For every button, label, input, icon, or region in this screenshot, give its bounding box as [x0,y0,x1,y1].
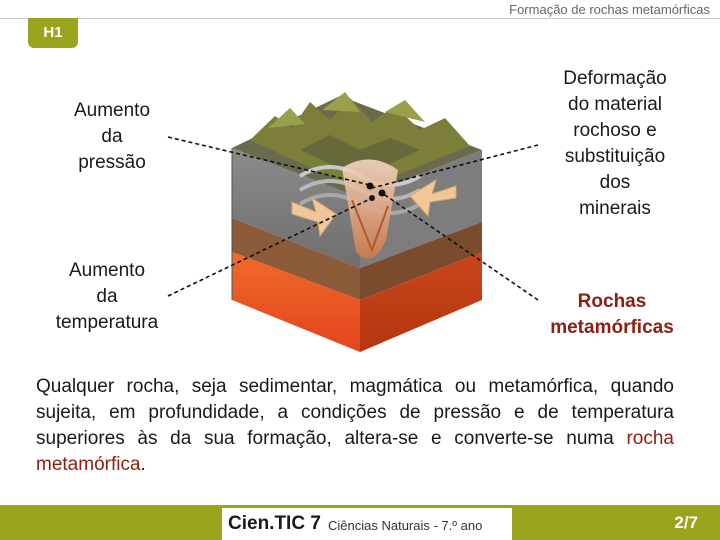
label-pressure-line-2: da [101,126,123,147]
label-deformation-line-6: minerais [579,198,651,219]
label-deformation-line-4: substituição [564,146,666,167]
footer-center-panel [222,508,512,540]
pointer-dot-2 [379,190,386,197]
label-deformation-line-1: Deformação [563,68,667,89]
label-deformation-line-2: do material [568,94,662,115]
footer-subject: Ciências Naturais - 7.º ano [328,518,483,533]
section-badge: H1 [28,18,78,48]
label-metamorphic-rocks [532,289,692,341]
label-rocks-line-1: Rochas [577,291,647,312]
label-temperature-line-3: temperatura [55,312,159,333]
label-temperature-line-1: Aumento [68,260,146,281]
pointer-dot-3 [369,195,375,201]
page-title: Formação de rochas metamórficas [509,2,710,17]
label-pressure [52,98,172,176]
body-highlight: rocha metamórfica [36,428,674,475]
page-number: 2/7 [674,513,698,532]
label-deformation-line-3: rochoso e [573,120,657,141]
body-text-end: . [140,454,146,475]
label-pressure-line-3: pressão [78,152,146,173]
footer-brand: Cien.TIC 7 [228,513,321,534]
footer-bar [0,505,720,540]
label-temperature-line-2: da [96,286,118,307]
body-paragraph [36,374,674,478]
label-rocks-line-2: metamórficas [550,317,674,338]
label-deformation-line-5: dos [599,172,631,193]
label-pressure-line-1: Aumento [73,100,151,121]
label-deformation [542,66,688,222]
body-text: Qualquer rocha, seja sedimentar, magmática ou metamórfica, quando sujeita, em profundidade, a condições de pressão e de temperatura superiores às da sua formação, altera-se e converte-se numa [36,376,674,449]
pointer-dot-1 [367,183,374,190]
label-temperature [34,258,180,336]
